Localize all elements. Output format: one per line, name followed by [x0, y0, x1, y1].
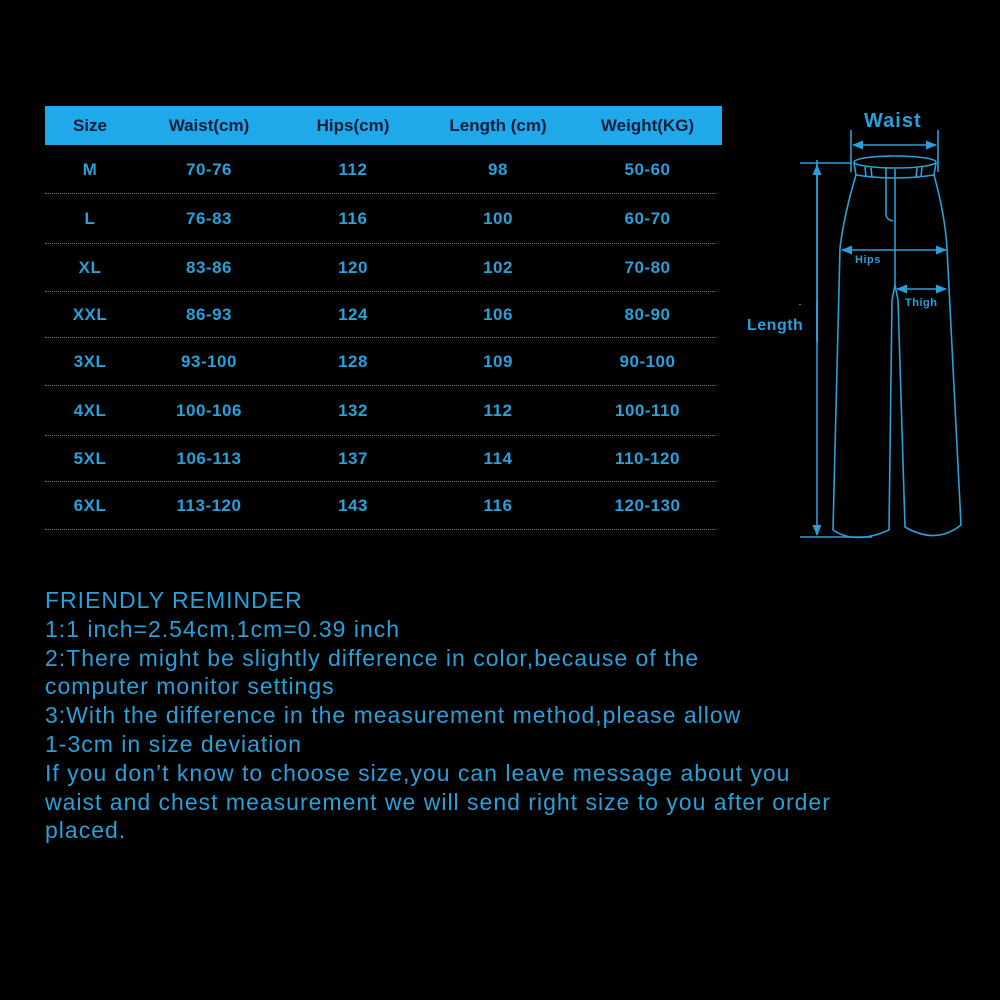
header-waist: Waist(cm) — [168, 115, 250, 135]
cell-size: 3XL — [73, 352, 107, 371]
table-row — [45, 145, 722, 194]
cell-waist: 76-83 — [186, 209, 232, 228]
reminder-line: 1:1 inch=2.54cm,1cm=0.39 inch — [45, 615, 401, 642]
cell-waist: 106-113 — [176, 449, 242, 468]
size-chart-table — [45, 106, 722, 530]
cell-hips: 124 — [338, 305, 368, 324]
table-row — [45, 244, 722, 292]
cell-hips: 112 — [338, 159, 368, 179]
table-row — [45, 292, 722, 338]
reminder-line: 2:There might be slightly difference in color,because of the — [45, 644, 700, 671]
thigh-label: Thigh — [905, 297, 938, 309]
cell-length: 98 — [488, 159, 508, 179]
cell-weight: 80-90 — [624, 305, 671, 324]
reminder-line: computer monitor settings — [45, 673, 335, 700]
reminder-line: placed. — [45, 817, 127, 844]
hips-label: Hips — [855, 254, 881, 266]
cell-size: M — [82, 159, 98, 179]
cell-waist: 93-100 — [181, 352, 237, 371]
cell-hips: 132 — [338, 401, 368, 420]
cell-hips: 116 — [338, 209, 368, 228]
waist-label: Waist — [864, 110, 922, 132]
table-row — [45, 436, 722, 482]
friendly-reminder — [45, 586, 985, 845]
table-row — [45, 386, 722, 436]
cell-hips: 143 — [338, 496, 368, 515]
cell-length: 116 — [483, 496, 513, 515]
pants-measurement-diagram — [740, 100, 980, 550]
cell-weight: 120-130 — [614, 496, 681, 515]
cell-weight: 60-70 — [624, 209, 671, 228]
table-row — [45, 338, 722, 386]
header-size: Size — [72, 115, 108, 135]
header-hips: Hips(cm) — [316, 115, 390, 135]
cell-length: 114 — [483, 449, 513, 468]
cell-length: 100 — [483, 209, 513, 228]
reminder-line: waist and chest measurement we will send right size to you after order — [45, 788, 831, 815]
table-header — [45, 106, 722, 145]
cell-waist: 83-86 — [186, 258, 232, 277]
cell-hips: 128 — [338, 352, 368, 371]
length-label: Length — [747, 317, 804, 334]
cell-length: 112 — [483, 401, 513, 420]
cell-length: 102 — [483, 258, 513, 277]
cell-weight: 70-80 — [624, 258, 671, 277]
table-row — [45, 482, 722, 530]
cell-waist: 86-93 — [186, 305, 232, 324]
cell-hips: 137 — [338, 449, 368, 468]
cell-length: 106 — [483, 305, 513, 324]
cell-size: XXL — [72, 305, 108, 324]
cell-waist: 70-76 — [186, 159, 232, 179]
cell-weight: 90-100 — [619, 352, 676, 371]
cell-size: XL — [78, 258, 102, 277]
cell-size: 5XL — [73, 449, 107, 468]
cell-weight: 100-110 — [615, 401, 680, 420]
table-row — [45, 194, 722, 244]
cell-size: 4XL — [73, 401, 107, 420]
reminder-line: If you don’t know to choose size,you can leave message about you — [45, 759, 791, 786]
cell-waist: 113-120 — [176, 496, 242, 515]
cell-weight: 110-120 — [615, 449, 680, 468]
cell-length: 109 — [483, 352, 513, 371]
reminder-line: 3:With the difference in the measurement method,please allow — [45, 702, 742, 729]
pants-outline-icon — [833, 156, 961, 538]
cell-size: L — [84, 209, 96, 228]
cell-hips: 120 — [338, 258, 368, 277]
header-weight: Weight(KG) — [600, 115, 695, 135]
cell-size: 6XL — [73, 496, 107, 515]
header-length: Length (cm) — [449, 115, 547, 135]
cell-waist: 100-106 — [176, 401, 242, 420]
cell-weight: 50-60 — [624, 159, 671, 179]
reminder-line: 1-3cm in size deviation — [45, 730, 302, 757]
reminder-title: FRIENDLY REMINDER — [45, 587, 303, 613]
